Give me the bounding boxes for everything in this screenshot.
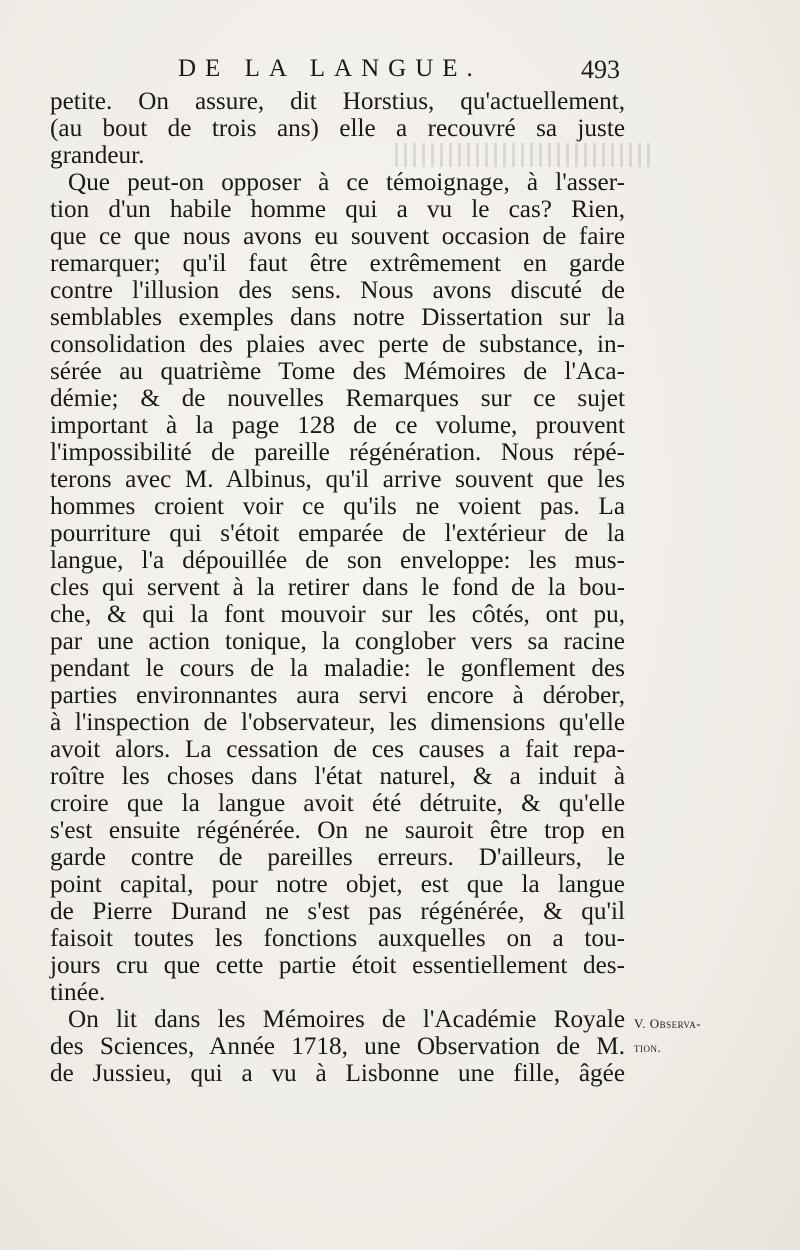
text-line: s'est ensuite régénérée. On ne sauroit être trop en xyxy=(50,817,625,844)
text-line: pendant le cours de la maladie: le gonflement des xyxy=(50,655,625,682)
page-number: 493 xyxy=(581,55,620,84)
text-line: jours cru que cette partie étoit essentiellement des- xyxy=(50,952,625,979)
text-line: important à la page 128 de ce volume, prouvent xyxy=(50,412,625,439)
text-line: terons avec M. Albinus, qu'il arrive souvent que les xyxy=(50,466,625,493)
text-line: che, & qui la font mouvoir sur les côtés, ont pu, xyxy=(50,601,625,628)
body-text xyxy=(50,88,625,1087)
text-line: contre l'illusion des sens. Nous avons discuté de xyxy=(50,277,625,304)
text-line: démie; & de nouvelles Remarques sur ce sujet xyxy=(50,385,625,412)
text-line: l'impossibilité de pareille régénération. Nous répé- xyxy=(50,439,625,466)
margin-note-line: V. Observa- xyxy=(634,1016,702,1031)
text-line: consolidation des plaies avec perte de substance, in- xyxy=(50,331,625,358)
text-line: petite. On assure, dit Horstius, qu'actuellement, xyxy=(50,88,625,115)
text-line: sérée au quatrième Tome des Mémoires de l'Aca- xyxy=(50,358,625,385)
text-line: cles qui servent à la retirer dans le fond de la bou- xyxy=(50,574,625,601)
text-line: par une action tonique, la conglober vers sa racine xyxy=(50,628,625,655)
text-line: hommes croient voir ce qu'ils ne voient pas. La xyxy=(50,493,625,520)
text-line: de Jussieu, qui a vu à Lisbonne une fille, âgée xyxy=(50,1060,625,1087)
text-line: faisoit toutes les fonctions auxquelles on a tou- xyxy=(50,925,625,952)
text-line: garde contre de pareilles erreurs. D'ailleurs, le xyxy=(50,844,625,871)
text-line: On lit dans les Mémoires de l'Académie Royale xyxy=(68,1006,625,1033)
margin-note xyxy=(634,1012,754,1060)
text-line: tion d'un habile homme qui a vu le cas? Rien, xyxy=(50,196,625,223)
text-line: avoit alors. La cessation de ces causes a fait repa- xyxy=(50,736,625,763)
text-line: parties environnantes aura servi encore à dérober, xyxy=(50,682,625,709)
text-line: tinée. xyxy=(50,979,106,1006)
page-header xyxy=(178,55,628,89)
running-title: DE LA LANGUE. xyxy=(178,55,482,82)
text-line: pourriture qui s'étoit emparée de l'extérieur de la xyxy=(50,520,625,547)
text-line: langue, l'a dépouillée de son enveloppe: les mus- xyxy=(50,547,625,574)
text-line: que ce que nous avons eu souvent occasion de faire xyxy=(50,223,625,250)
text-line: grandeur. xyxy=(50,142,145,169)
text-line: (au bout de trois ans) elle a recouvré sa juste xyxy=(50,115,625,142)
text-line: roître les choses dans l'état naturel, & a induit à xyxy=(50,763,625,790)
text-line: des Sciences, Année 1718, une Observation de M. xyxy=(50,1033,625,1060)
text-line: croire que la langue avoit été détruite, & qu'elle xyxy=(50,790,625,817)
text-line: semblables exemples dans notre Dissertation sur la xyxy=(50,304,625,331)
text-line: point capital, pour notre objet, est que la langue xyxy=(50,871,625,898)
text-line: à l'inspection de l'observateur, les dimensions qu'elle xyxy=(50,709,625,736)
text-line: de Pierre Durand ne s'est pas régénérée, & qu'il xyxy=(50,898,625,925)
text-line: Que peut-on opposer à ce témoignage, à l'asser- xyxy=(68,169,625,196)
margin-note-line: tion. xyxy=(634,1040,662,1055)
text-line: remarquer; qu'il faut être extrêmement en garde xyxy=(50,250,625,277)
